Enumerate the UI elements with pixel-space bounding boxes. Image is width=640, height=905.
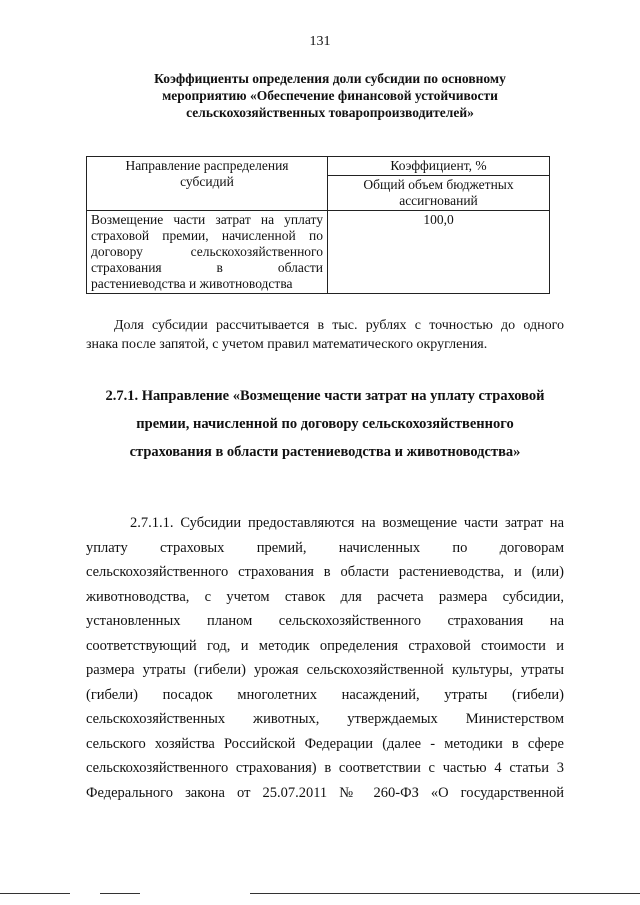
subheader-text: Общий объем бюджетных	[363, 177, 514, 192]
table-row	[87, 211, 550, 294]
paragraph-line: сельскохозяйственного страхования) в соответствии с частью 4 статьи 3	[86, 760, 564, 776]
header-text: субсидий	[180, 174, 234, 189]
heading-line: сельскохозяйственных товаропроизводителей»	[186, 105, 474, 120]
paragraph-line: животноводства, с учетом ставок для расчета размера субсидии,	[86, 588, 564, 605]
coefficient-table	[86, 156, 550, 294]
footer-rule	[0, 893, 70, 894]
paragraph-line: уплату страховых премий, начисленных по договорам	[86, 539, 564, 556]
document-heading	[90, 70, 570, 121]
paragraph-line: соответствующий год, и методик определения страховой стоимости и	[86, 637, 564, 654]
section-title	[86, 382, 564, 466]
paragraph-line: сельскохозяйственного страхования в области растениеводства, и (или)	[86, 564, 564, 580]
paragraph-subsidies	[86, 511, 564, 805]
section-title-line: 2.7.1. Направление «Возмещение части затрат на уплату страховой	[105, 388, 545, 404]
cell-line: страховой премии, начисленной по	[91, 228, 323, 243]
paragraph-subsidy-share	[86, 316, 564, 354]
table-header-row	[87, 157, 550, 176]
cell-value: 100,0	[328, 211, 550, 294]
cell-line: растениеводства и животноводства	[91, 276, 293, 291]
column-subheader-budget	[328, 176, 550, 211]
paragraph-line: (гибели) посадок многолетних насаждений, утраты (гибели)	[86, 686, 564, 703]
paragraph-line: знака после запятой, с учетом правил математического округления.	[86, 337, 488, 352]
paragraph-line: установленных планом сельскохозяйственного страхования на	[86, 613, 564, 629]
column-header-coefficient: Коэффициент, %	[328, 157, 550, 176]
heading-line: Коэффициенты определения доли субсидии по основному	[154, 71, 506, 86]
cell-line: Возмещение части затрат на уплату	[91, 212, 323, 227]
footer-rule	[250, 893, 640, 894]
section-title-line: страхования в области растениеводства и животноводства»	[129, 444, 521, 460]
paragraph-line: сельскохозяйственных животных, утверждаемых Министерством	[86, 711, 564, 727]
paragraph-line: Федерального закона от 25.07.2011 № 260-ФЗ «О государственной	[86, 784, 564, 801]
column-header-direction	[87, 157, 328, 211]
header-text: Направление распределения	[125, 158, 289, 173]
subheader-text: ассигнований	[399, 193, 478, 208]
cell-line: страхования в области	[91, 260, 323, 275]
section-title-line: премии, начисленной по договору сельскохозяйственного	[136, 416, 514, 432]
cell-direction	[87, 211, 328, 294]
paragraph-line: 2.7.1.1. Субсидии предоставляются на возмещение части затрат на	[130, 515, 564, 531]
paragraph-line: Доля субсидии рассчитывается в тыс. рублях с точностью до одного	[114, 318, 564, 333]
heading-line: мероприятию «Обеспечение финансовой устойчивости	[162, 88, 498, 103]
cell-line: договору сельскохозяйственного	[91, 244, 323, 259]
page-number: 131	[309, 34, 331, 49]
paragraph-line: размера утраты (гибели) урожая сельскохозяйственной культуры, утраты	[86, 662, 564, 678]
paragraph-line: сельского хозяйства Российской Федерации (далее - методики в сфере	[86, 735, 564, 752]
footer-rule	[100, 893, 140, 894]
